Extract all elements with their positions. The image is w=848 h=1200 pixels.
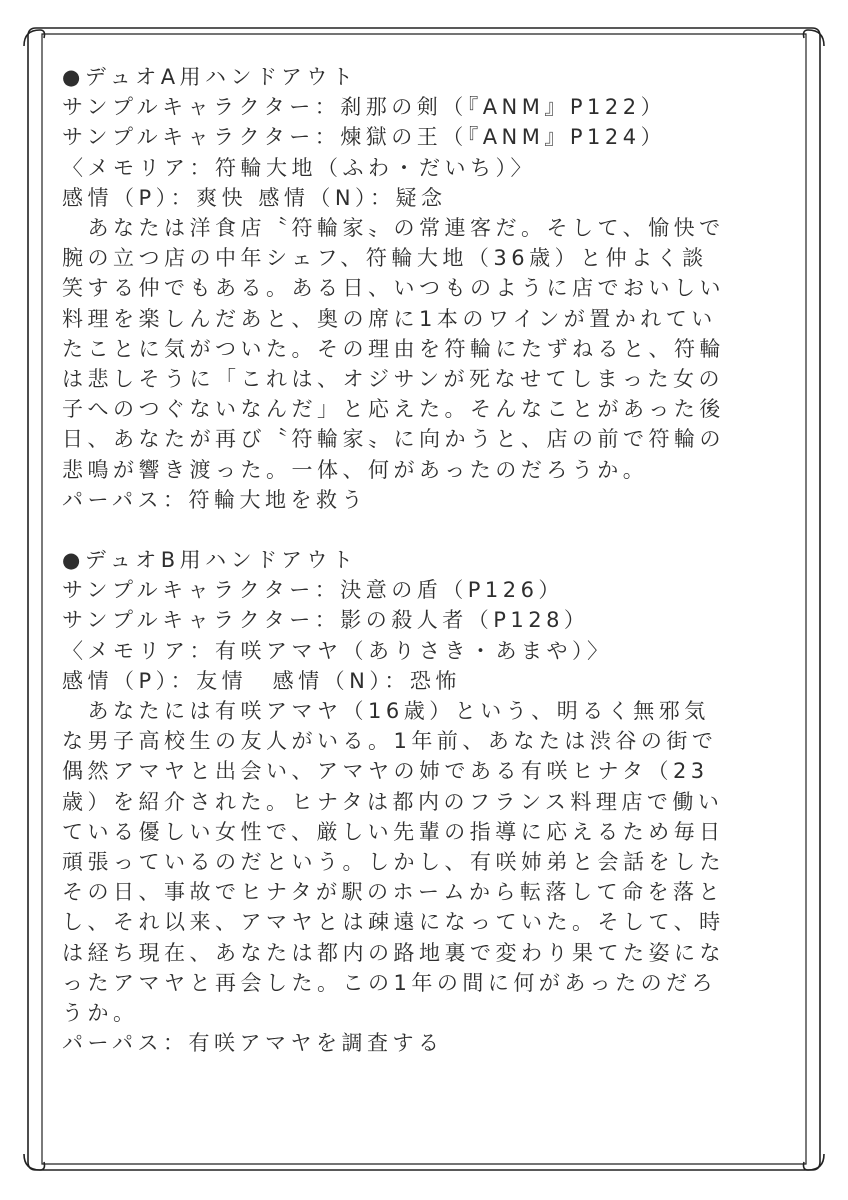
body-line: 子へのつぐないなんだ」と応えた。そんなことがあった後 bbox=[62, 397, 725, 422]
sample-character: サンプルキャラクター：影の殺人者（P128） bbox=[62, 608, 590, 633]
section-spacer bbox=[62, 515, 792, 545]
memoria-line: 〈メモリア：有咲アマヤ（ありさき・あまや）〉 bbox=[62, 638, 613, 663]
body-line: 頑張っているのだという。しかし、有咲姉弟と会話をした bbox=[62, 850, 725, 875]
body-line: 料理を楽しんだあと、奥の席に1本のワインが置かれてい bbox=[62, 306, 717, 331]
handout-document bbox=[62, 62, 792, 1059]
body-line: その日、事故でヒナタが駅のホームから転落して命を落と bbox=[62, 880, 724, 905]
body-line: 偶然アマヤと出会い、アマヤの姉である有咲ヒナタ（23 bbox=[62, 759, 709, 784]
body-line: 笑する仲でもある。ある日、いつものように店でおいしい bbox=[62, 276, 725, 301]
body-line: は経ち現在、あなたは都内の路地裏で変わり果てた姿にな bbox=[62, 940, 725, 965]
handout-title: ●デュオB用ハンドアウト bbox=[62, 548, 358, 573]
emotion-line: 感情（P）：爽快 感情（N）：疑念 bbox=[62, 185, 447, 210]
handout-a bbox=[62, 62, 792, 515]
pathos-line: パーパス：符輪大地を救う bbox=[62, 487, 367, 512]
body-line: し、それ以来、アマヤとは疎遠になっていた。そして、時 bbox=[62, 910, 725, 935]
pathos-line: パーパス：有咲アマヤを調査する bbox=[62, 1031, 444, 1056]
body-line: あなたは洋食店〝符輪家〟の常連客だ。そして、愉快で bbox=[62, 216, 725, 241]
body-line: 日、あなたが再び〝符輪家〟に向かうと、店の前で符輪の bbox=[62, 427, 725, 452]
body-line: 腕の立つ店の中年シェフ、符輪大地（36歳）と仲よく談 bbox=[62, 246, 708, 271]
body-line: な男子高校生の友人がいる。1年前、あなたは渋谷の街で bbox=[62, 729, 718, 754]
body-line: は悲しそうに「これは、オジサンが死なせてしまった女の bbox=[62, 367, 724, 392]
body-line: うか。 bbox=[62, 1001, 139, 1026]
handout-b bbox=[62, 545, 792, 1058]
body-line: あなたには有咲アマヤ（16歳）という、明るく無邪気 bbox=[62, 699, 710, 724]
sample-character: サンプルキャラクター：刹那の剣（『ANM』P122） bbox=[62, 95, 667, 120]
handout-title: ●デュオA用ハンドアウト bbox=[62, 65, 358, 89]
memoria-line: 〈メモリア：符輪大地（ふわ・だいち）〉 bbox=[62, 155, 536, 180]
body-line: たことに気がついた。その理由を符輪にたずねると、符輪 bbox=[62, 336, 725, 361]
emotion-line: 感情（P）：友情 感情（N）：恐怖 bbox=[62, 668, 461, 693]
sample-character: サンプルキャラクター：煉獄の王（『ANM』P124） bbox=[62, 125, 667, 150]
body-line: ったアマヤと再会した。この1年の間に何があったのだろ bbox=[62, 970, 718, 995]
body-line: 悲鳴が響き渡った。一体、何があったのだろうか。 bbox=[62, 457, 649, 482]
body-line: ている優しい女性で、厳しい先輩の指導に応えるため毎日 bbox=[62, 819, 725, 844]
body-line: 歳）を紹介された。ヒナタは都内のフランス料理店で働い bbox=[62, 789, 724, 814]
sample-character: サンプルキャラクター：決意の盾（P126） bbox=[62, 578, 564, 603]
